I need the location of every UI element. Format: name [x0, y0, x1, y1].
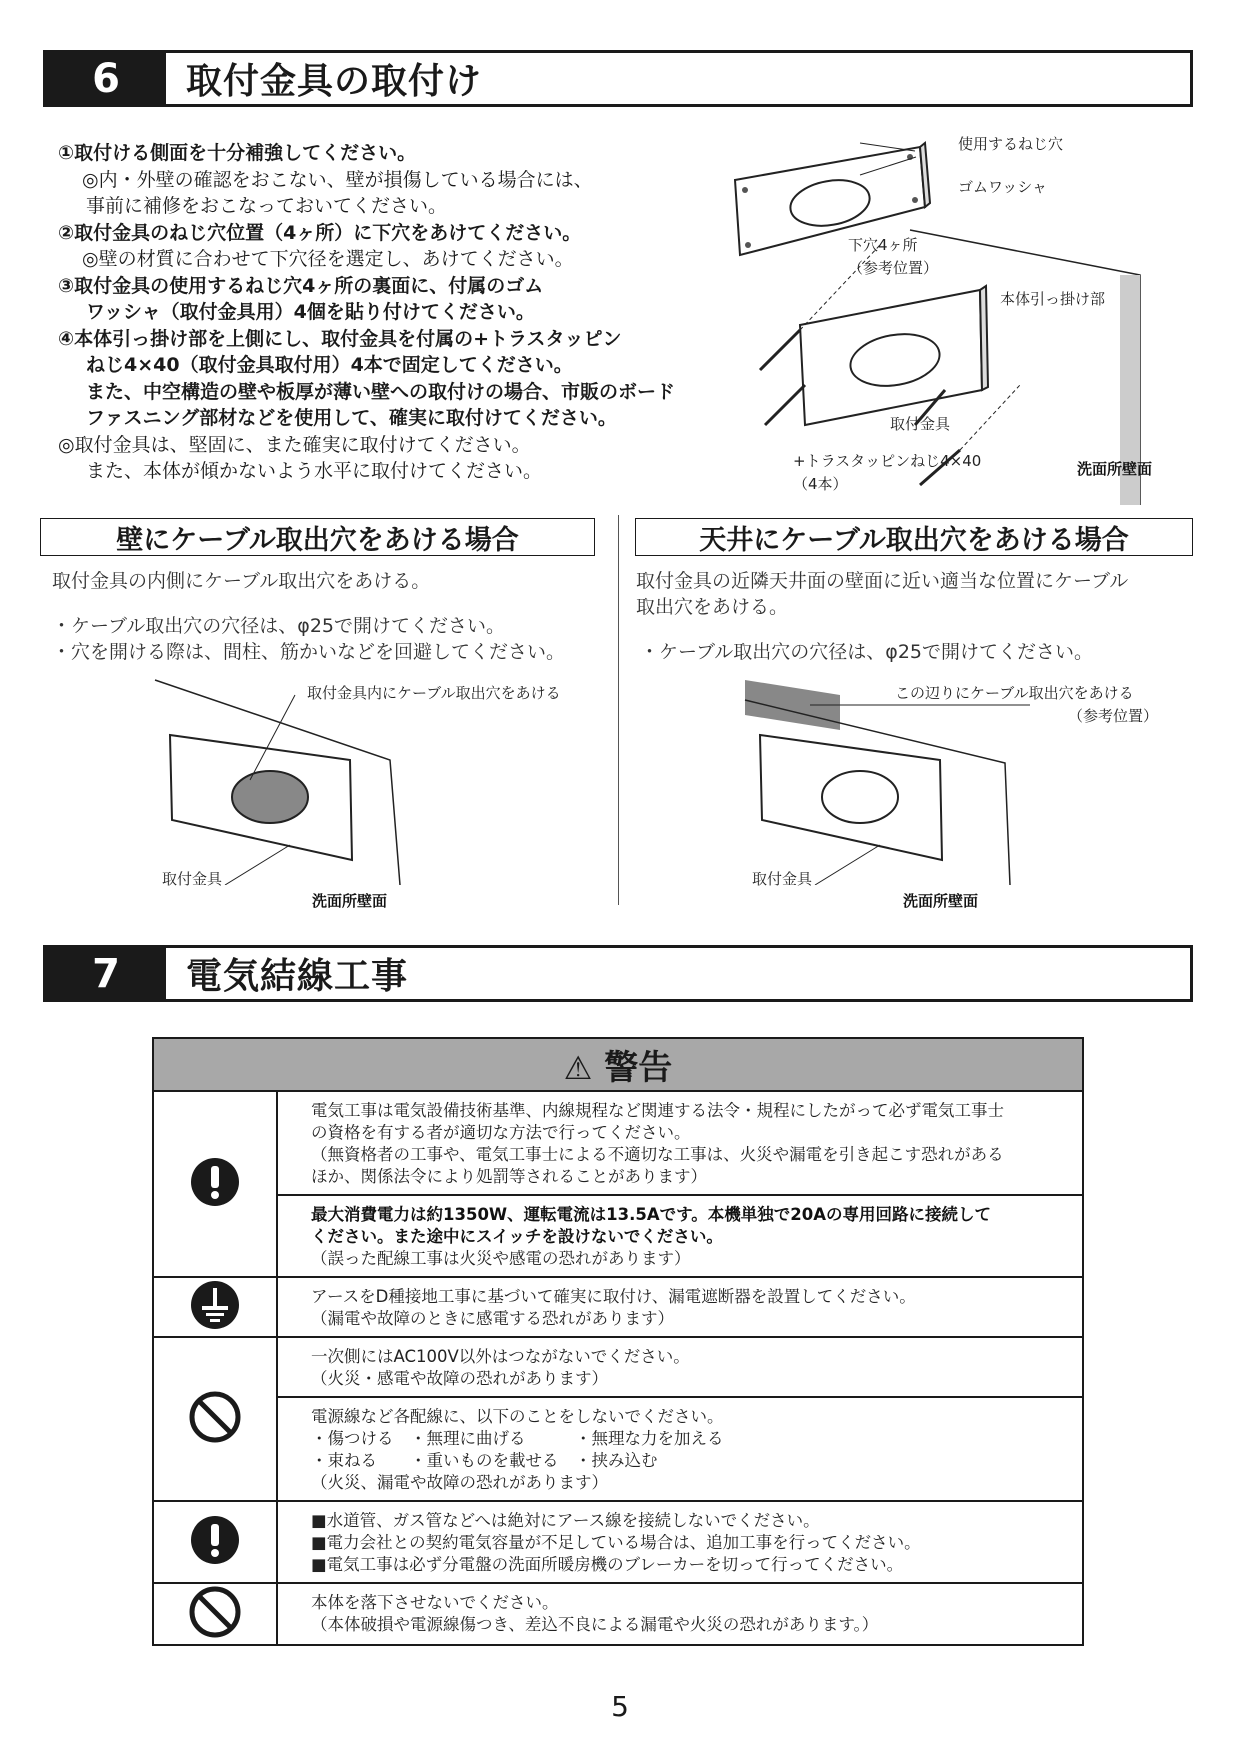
- warning-row: [153, 1091, 1083, 1195]
- ground-icon: [190, 1315, 240, 1334]
- warning-line: ■電力会社との契約電気容量が不足している場合は、追加工事を行ってください。: [311, 1533, 921, 1552]
- ceiling-callout: この辺りにケーブル取出穴をあける: [895, 684, 1134, 702]
- wall-label: 洗面所壁面: [1077, 460, 1153, 478]
- warning-text-cell: [277, 1337, 1083, 1397]
- warning-text-cell: [277, 1501, 1083, 1583]
- warning-text-cell: [277, 1583, 1083, 1645]
- step-line: ◎取付金具は、堅固に、また確実に取付けてください。: [58, 433, 531, 456]
- mandatory-icon: [190, 1550, 240, 1569]
- warning-text-cell: [277, 1397, 1083, 1501]
- hook-label: 本体引っ掛け部: [1000, 290, 1106, 308]
- warning-line: 電源線など各配線に、以下のことをしないでください。: [311, 1407, 724, 1426]
- warning-icon-cell: [153, 1501, 277, 1583]
- warning-icon-cell: [153, 1277, 277, 1337]
- warning-triangle-icon: ⚠: [563, 1049, 593, 1087]
- warning-line: ・束ねる ・重いものを載せる ・挟み込む: [311, 1451, 658, 1470]
- ceiling-callout-ref: （参考位置）: [1068, 707, 1159, 725]
- step-line: ファスニング部材などを使用して、確実に取付けてください。: [86, 407, 617, 429]
- warning-line: （火災・感電や故障の恐れがあります）: [311, 1369, 608, 1388]
- step-line: ③取付金具の使用するねじ穴4ヶ所の裏面に、付属のゴム: [58, 274, 544, 297]
- section-number: 6: [46, 53, 166, 104]
- warning-line: （無資格者の工事や、電気工事士による不適切な工事は、火災や漏電を引き起こす恐れがある: [311, 1145, 1004, 1164]
- section-6-header: [43, 50, 1193, 107]
- wall-case-bullet-1: ・ケーブル取出穴の穴径は、φ25で開けてください。: [52, 615, 506, 637]
- column-divider: [618, 515, 619, 905]
- ceiling-hole-figure: [740, 675, 1030, 885]
- warning-line: （漏電や故障のときに感電する恐れがあります）: [311, 1309, 674, 1328]
- step-line: ◎内・外壁の確認をおこない、壁が損傷している場合には、: [82, 168, 593, 191]
- warning-line: アースをD種接地工事に基づいて確実に取付け、漏電遮断器を設置してください。: [311, 1287, 916, 1306]
- ceiling-case-text-1: 取付金具の近隣天井面の壁面に近い適当な位置にケーブル: [636, 570, 1129, 592]
- warning-line: 電気工事は電気設備技術基準、内線規程など関連する法令・規程にしたがって必ず電気工事士: [311, 1101, 1004, 1120]
- warning-line: （本体破損や電源線傷つき、差込不良による漏電や火災の恐れがあります。）: [311, 1615, 879, 1634]
- ceiling-bracket-label: 取付金具: [752, 870, 813, 888]
- mounting-steps: [58, 140, 738, 485]
- screw-qty-label: （4本）: [793, 475, 848, 493]
- step-line: ねじ4×40（取付金具取付用）4本で固定してください。: [86, 354, 573, 376]
- mandatory-icon: [190, 1192, 240, 1211]
- warning-header: [153, 1038, 1083, 1091]
- bracket-label: 取付金具: [890, 415, 951, 433]
- wall-case-title: 壁にケーブル取出穴をあける場合: [40, 518, 595, 556]
- warning-text-cell: [277, 1091, 1083, 1195]
- warning-row: [153, 1397, 1083, 1501]
- warning-line: 一次側にはAC100V以外はつながないでください。: [311, 1347, 690, 1366]
- warning-line: （誤った配線工事は火災や感電の恐れがあります）: [311, 1249, 691, 1268]
- warning-text-cell: [277, 1195, 1083, 1277]
- warning-line: ほか、関係法令により処罰等されることがあります）: [311, 1167, 707, 1186]
- step-line: ①取付ける側面を十分補強してください。: [58, 142, 417, 164]
- ceiling-surface-label: 洗面所壁面: [903, 892, 979, 910]
- wall-callout: 取付金具内にケーブル取出穴をあける: [307, 684, 561, 702]
- warning-row: [153, 1583, 1083, 1645]
- warning-line: ・傷つける ・無理に曲げる ・無理な力を加える: [311, 1429, 724, 1448]
- prohibited-icon: [188, 1624, 242, 1643]
- warning-table: [152, 1037, 1084, 1646]
- warning-row: [153, 1195, 1083, 1277]
- warning-line: ください。また途中にスイッチを設けないでください。: [311, 1227, 723, 1246]
- warning-line: ■水道管、ガス管などへは絶対にアース線を接続しないでください。: [311, 1511, 820, 1530]
- pilot-hole-label: 下穴4ヶ所: [848, 236, 918, 254]
- section-number: 7: [46, 948, 166, 999]
- warning-icon-cell: [153, 1583, 277, 1645]
- ceiling-case-text-2: 取出穴をあける。: [636, 596, 789, 618]
- screw-hole-label: 使用するねじ穴: [958, 135, 1064, 153]
- section-7-header: [43, 945, 1193, 1002]
- step-line: ②取付金具のねじ穴位置（4ヶ所）に下穴をあけてください。: [58, 221, 582, 244]
- step-line: 事前に補修をおこなっておいてください。: [86, 195, 448, 217]
- wall-surface-label: 洗面所壁面: [312, 892, 388, 910]
- warning-row: [153, 1337, 1083, 1397]
- step-line: ◎壁の材質に合わせて下穴径を選定し、あけてください。: [82, 248, 574, 270]
- screw-label: +トラスタッピンねじ4×40: [793, 452, 982, 470]
- warning-line: 最大消費電力は約1350W、運転電流は13.5Aです。本機単独で20Aの専用回路に接続して: [311, 1205, 992, 1224]
- step-line: また、中空構造の壁や板厚が薄い壁への取付けの場合、市販のボード: [86, 380, 676, 403]
- washer-label: ゴムワッシャ: [958, 178, 1047, 196]
- warning-title: 警告: [604, 1048, 673, 1088]
- warning-row: [153, 1501, 1083, 1583]
- step-line: また、本体が傾かないよう水平に取付けてください。: [86, 460, 543, 482]
- bracket-mounting-figure: [720, 125, 1190, 505]
- section-title: 取付金具の取付け: [186, 61, 483, 102]
- warning-row: [153, 1277, 1083, 1337]
- pilot-ref-label: （参考位置）: [848, 259, 939, 277]
- warning-line: ■電気工事は必ず分電盤の洗面所暖房機のブレーカーを切って行ってください。: [311, 1555, 904, 1574]
- warning-line: の資格を有する者が適切な方法で行ってください。: [311, 1123, 691, 1142]
- wall-case-bullet-2: ・穴を開ける際は、間柱、筋かいなどを回避してください。: [52, 641, 566, 663]
- step-line: ④本体引っ掛け部を上側にし、取付金具を付属の+トラスタッピン: [58, 327, 622, 350]
- ceiling-case-bullet-1: ・ケーブル取出穴の穴径は、φ25で開けてください。: [640, 641, 1094, 663]
- warning-icon-cell: [153, 1337, 277, 1501]
- page-number: 5: [611, 1690, 629, 1723]
- step-line: ワッシャ（取付金具用）4個を貼り付けてください。: [86, 301, 535, 323]
- warning-icon-cell: [153, 1091, 277, 1277]
- warning-text-cell: [277, 1277, 1083, 1337]
- warning-line: （火災、漏電や故障の恐れがあります）: [311, 1473, 608, 1492]
- section-title: 電気結線工事: [186, 956, 409, 997]
- wall-bracket-label: 取付金具: [162, 870, 223, 888]
- wall-hole-figure: [150, 675, 440, 885]
- ceiling-case-title: 天井にケーブル取出穴をあける場合: [635, 518, 1193, 556]
- prohibited-icon: [188, 1429, 242, 1448]
- warning-line: 本体を落下させないでください。: [311, 1593, 559, 1612]
- wall-case-text: 取付金具の内側にケーブル取出穴をあける。: [52, 570, 431, 592]
